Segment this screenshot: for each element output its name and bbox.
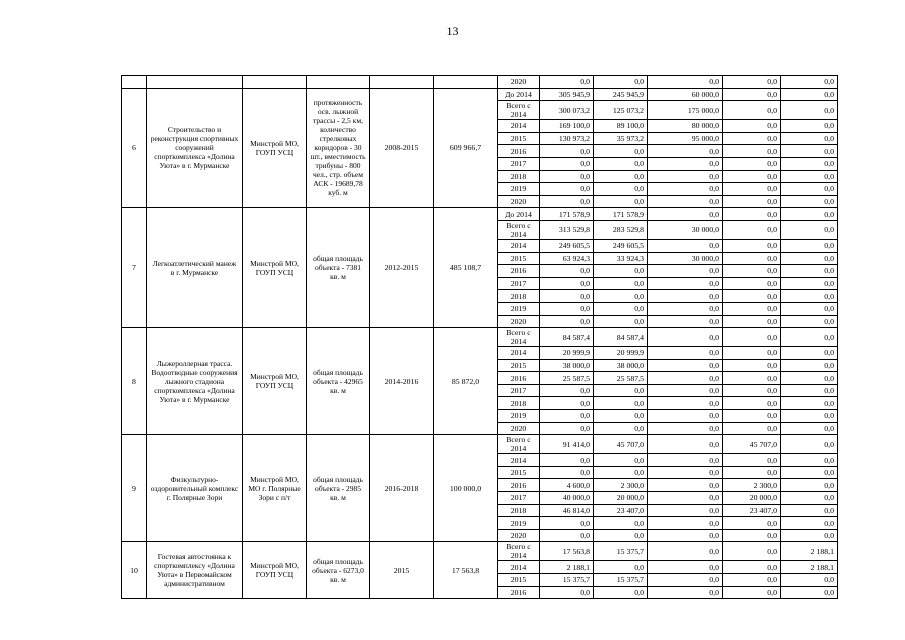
value-cell: 300 073,2 bbox=[540, 101, 594, 120]
project-number: 8 bbox=[122, 328, 147, 435]
project-name: Гостевая автостоянка к спорткомплексу «Долина Уюта» в Первомайском административном bbox=[147, 542, 243, 599]
value-cell: 15 375,7 bbox=[594, 574, 648, 587]
value-cell: 0,0 bbox=[781, 372, 838, 385]
value-cell: 0,0 bbox=[648, 384, 723, 397]
value-cell: 17 563,8 bbox=[540, 542, 594, 561]
value-cell: 0,0 bbox=[781, 517, 838, 530]
value-cell: 0,0 bbox=[781, 220, 838, 239]
year-cell: 2014 bbox=[498, 347, 540, 360]
value-cell: 0,0 bbox=[540, 315, 594, 328]
value-cell: 0,0 bbox=[781, 290, 838, 303]
value-cell: 0,0 bbox=[723, 239, 781, 252]
value-cell: 91 414,0 bbox=[540, 435, 594, 454]
value-cell: 0,0 bbox=[648, 542, 723, 561]
value-cell: 0,0 bbox=[648, 574, 723, 587]
value-cell: 2 300,0 bbox=[594, 479, 648, 492]
value-cell: 0,0 bbox=[540, 410, 594, 423]
value-cell: 0,0 bbox=[723, 315, 781, 328]
value-cell: 0,0 bbox=[781, 410, 838, 423]
project-period: 2008-2015 bbox=[370, 88, 434, 208]
year-cell: Всего с 2014 bbox=[498, 101, 540, 120]
value-cell: 80 000,0 bbox=[648, 120, 723, 133]
year-cell: Всего с 2014 bbox=[498, 328, 540, 347]
value-cell: 0,0 bbox=[781, 120, 838, 133]
year-cell: 2020 bbox=[498, 529, 540, 542]
value-cell: 0,0 bbox=[723, 183, 781, 196]
value-cell: 84 587,4 bbox=[594, 328, 648, 347]
value-cell: 23 407,0 bbox=[594, 504, 648, 517]
value-cell: 0,0 bbox=[594, 170, 648, 183]
year-cell: 2017 bbox=[498, 492, 540, 505]
value-cell: 0,0 bbox=[781, 422, 838, 435]
value-cell: 0,0 bbox=[648, 315, 723, 328]
value-cell: 20 000,0 bbox=[723, 492, 781, 505]
value-cell: 4 600,0 bbox=[540, 479, 594, 492]
project-total: 100 000,0 bbox=[434, 435, 498, 542]
value-cell: 89 100,0 bbox=[594, 120, 648, 133]
project-period: 2014-2016 bbox=[370, 328, 434, 435]
value-cell: 0,0 bbox=[648, 492, 723, 505]
project-executor: Минстрой МО, ГОУП УСЦ bbox=[243, 208, 307, 328]
year-cell: 2016 bbox=[498, 145, 540, 158]
value-cell: 0,0 bbox=[594, 466, 648, 479]
project-number: 10 bbox=[122, 542, 147, 599]
value-cell: 0,0 bbox=[594, 454, 648, 467]
project-executor: Минстрой МО, ГОУП УСЦ bbox=[243, 328, 307, 435]
year-cell: 2016 bbox=[498, 265, 540, 278]
value-cell: 25 587,5 bbox=[540, 372, 594, 385]
value-cell: 0,0 bbox=[781, 315, 838, 328]
value-cell: 0,0 bbox=[781, 466, 838, 479]
value-cell: 0,0 bbox=[723, 157, 781, 170]
value-cell: 0,0 bbox=[648, 183, 723, 196]
value-cell: 60 000,0 bbox=[648, 88, 723, 101]
value-cell: 0,0 bbox=[540, 397, 594, 410]
budget-table bbox=[121, 75, 838, 599]
table-row bbox=[122, 542, 838, 561]
value-cell: 0,0 bbox=[781, 265, 838, 278]
value-cell: 45 707,0 bbox=[594, 435, 648, 454]
value-cell: 2 300,0 bbox=[723, 479, 781, 492]
value-cell: 0,0 bbox=[723, 195, 781, 208]
value-cell: 0,0 bbox=[594, 422, 648, 435]
value-cell: 0,0 bbox=[723, 397, 781, 410]
value-cell: 0,0 bbox=[594, 183, 648, 196]
project-indicator: общая площадь объекта - 2985 кв. м bbox=[307, 435, 370, 542]
value-cell: 0,0 bbox=[648, 410, 723, 423]
value-cell: 15 375,7 bbox=[540, 574, 594, 587]
value-cell: 0,0 bbox=[648, 265, 723, 278]
value-cell: 30 000,0 bbox=[648, 220, 723, 239]
value-cell: 283 529,8 bbox=[594, 220, 648, 239]
value-cell: 0,0 bbox=[648, 302, 723, 315]
year-cell: 2014 bbox=[498, 120, 540, 133]
year-cell: 2014 bbox=[498, 239, 540, 252]
value-cell: 0,0 bbox=[723, 170, 781, 183]
value-cell: 0,0 bbox=[648, 561, 723, 574]
value-cell: 0,0 bbox=[723, 359, 781, 372]
value-cell: 0,0 bbox=[723, 265, 781, 278]
value-cell: 0,0 bbox=[648, 157, 723, 170]
value-cell: 0,0 bbox=[540, 454, 594, 467]
value-cell: 305 945,9 bbox=[540, 88, 594, 101]
value-cell: 38 000,0 bbox=[540, 359, 594, 372]
value-cell: 0,0 bbox=[723, 384, 781, 397]
value-cell: 45 707,0 bbox=[723, 435, 781, 454]
year-cell: До 2014 bbox=[498, 88, 540, 101]
value-cell: 0,0 bbox=[781, 384, 838, 397]
value-cell: 0,0 bbox=[648, 466, 723, 479]
project-total: 85 872,0 bbox=[434, 328, 498, 435]
value-cell: 0,0 bbox=[540, 384, 594, 397]
value-cell: 0,0 bbox=[648, 397, 723, 410]
value-cell: 30 000,0 bbox=[648, 252, 723, 265]
value-cell: 0,0 bbox=[723, 132, 781, 145]
project-number: 7 bbox=[122, 208, 147, 328]
value-cell: 0,0 bbox=[648, 290, 723, 303]
value-cell: 0,0 bbox=[781, 435, 838, 454]
project-total: 17 563,8 bbox=[434, 542, 498, 599]
year-cell: 2019 bbox=[498, 410, 540, 423]
value-cell: 0,0 bbox=[648, 435, 723, 454]
project-indicator: общая площадь объекта - 42965 кв. м bbox=[307, 328, 370, 435]
project-total: 485 108,7 bbox=[434, 208, 498, 328]
value-cell: 0,0 bbox=[781, 252, 838, 265]
value-cell: 84 587,4 bbox=[540, 328, 594, 347]
year-cell: 2014 bbox=[498, 561, 540, 574]
value-cell: 0,0 bbox=[781, 328, 838, 347]
value-cell: 0,0 bbox=[723, 76, 781, 89]
project-period: 2015 bbox=[370, 542, 434, 599]
value-cell: 35 973,2 bbox=[594, 132, 648, 145]
value-cell: 0,0 bbox=[723, 277, 781, 290]
value-cell: 0,0 bbox=[648, 372, 723, 385]
value-cell: 15 375,7 bbox=[594, 542, 648, 561]
value-cell: 0,0 bbox=[540, 529, 594, 542]
project-indicator: общая площадь объекта - 7381 кв. м bbox=[307, 208, 370, 328]
value-cell: 0,0 bbox=[594, 145, 648, 158]
value-cell: 0,0 bbox=[648, 517, 723, 530]
value-cell: 0,0 bbox=[781, 170, 838, 183]
year-cell: 2014 bbox=[498, 454, 540, 467]
value-cell: 0,0 bbox=[540, 145, 594, 158]
table-row bbox=[122, 76, 838, 89]
value-cell: 0,0 bbox=[594, 195, 648, 208]
year-cell: Всего с 2014 bbox=[498, 435, 540, 454]
value-cell: 0,0 bbox=[781, 504, 838, 517]
value-cell: 0,0 bbox=[723, 120, 781, 133]
value-cell: 0,0 bbox=[648, 504, 723, 517]
value-cell: 0,0 bbox=[781, 208, 838, 221]
value-cell: 2 188,1 bbox=[781, 561, 838, 574]
value-cell: 0,0 bbox=[781, 397, 838, 410]
value-cell: 0,0 bbox=[723, 145, 781, 158]
project-name: Легкоатлетический манеж в г. Мурманске bbox=[147, 208, 243, 328]
value-cell: 171 578,9 bbox=[594, 208, 648, 221]
year-cell: 2019 bbox=[498, 302, 540, 315]
value-cell: 0,0 bbox=[781, 347, 838, 360]
value-cell: 0,0 bbox=[540, 195, 594, 208]
value-cell: 0,0 bbox=[781, 239, 838, 252]
value-cell: 0,0 bbox=[781, 76, 838, 89]
project-number: 9 bbox=[122, 435, 147, 542]
value-cell: 0,0 bbox=[648, 454, 723, 467]
value-cell: 0,0 bbox=[723, 372, 781, 385]
value-cell: 0,0 bbox=[540, 157, 594, 170]
project-name: Физкультурно-оздоровительный комплекс г. Полярные Зори bbox=[147, 435, 243, 542]
value-cell: 125 073,2 bbox=[594, 101, 648, 120]
value-cell: 0,0 bbox=[723, 328, 781, 347]
value-cell: 0,0 bbox=[723, 290, 781, 303]
value-cell: 0,0 bbox=[781, 195, 838, 208]
year-cell: 2020 bbox=[498, 315, 540, 328]
value-cell: 0,0 bbox=[540, 302, 594, 315]
value-cell: 0,0 bbox=[781, 88, 838, 101]
value-cell: 0,0 bbox=[781, 183, 838, 196]
value-cell: 0,0 bbox=[723, 454, 781, 467]
value-cell: 0,0 bbox=[540, 76, 594, 89]
value-cell: 0,0 bbox=[723, 574, 781, 587]
year-cell: 2016 bbox=[498, 479, 540, 492]
year-cell: До 2014 bbox=[498, 208, 540, 221]
value-cell: 0,0 bbox=[723, 529, 781, 542]
table-row bbox=[122, 208, 838, 221]
project-period: 2016-2018 bbox=[370, 435, 434, 542]
value-cell: 0,0 bbox=[781, 302, 838, 315]
value-cell: 23 407,0 bbox=[723, 504, 781, 517]
value-cell: 171 578,9 bbox=[540, 208, 594, 221]
value-cell: 0,0 bbox=[648, 277, 723, 290]
value-cell: 0,0 bbox=[723, 252, 781, 265]
value-cell: 0,0 bbox=[723, 347, 781, 360]
value-cell: 0,0 bbox=[594, 410, 648, 423]
value-cell: 46 814,0 bbox=[540, 504, 594, 517]
value-cell: 0,0 bbox=[648, 195, 723, 208]
value-cell: 0,0 bbox=[781, 574, 838, 587]
value-cell: 0,0 bbox=[594, 384, 648, 397]
value-cell: 0,0 bbox=[594, 290, 648, 303]
value-cell: 0,0 bbox=[723, 101, 781, 120]
year-cell: Всего с 2014 bbox=[498, 542, 540, 561]
year-cell: 2020 bbox=[498, 422, 540, 435]
value-cell: 0,0 bbox=[648, 529, 723, 542]
project-executor: Минстрой МО, ГОУП УСЦ bbox=[243, 88, 307, 208]
table-row bbox=[122, 435, 838, 454]
year-cell: Всего с 2014 bbox=[498, 220, 540, 239]
value-cell: 0,0 bbox=[723, 220, 781, 239]
value-cell: 0,0 bbox=[594, 397, 648, 410]
year-cell: 2015 bbox=[498, 466, 540, 479]
project-number: 6 bbox=[122, 88, 147, 208]
project-executor: Минстрой МО, ГОУП УСЦ bbox=[243, 542, 307, 599]
value-cell: 0,0 bbox=[594, 265, 648, 278]
year-cell: 2018 bbox=[498, 397, 540, 410]
value-cell: 0,0 bbox=[781, 359, 838, 372]
value-cell: 0,0 bbox=[723, 88, 781, 101]
value-cell: 313 529,8 bbox=[540, 220, 594, 239]
value-cell: 0,0 bbox=[723, 561, 781, 574]
value-cell: 0,0 bbox=[594, 302, 648, 315]
value-cell: 38 000,0 bbox=[594, 359, 648, 372]
value-cell: 20 000,0 bbox=[594, 492, 648, 505]
value-cell: 0,0 bbox=[781, 132, 838, 145]
value-cell: 0,0 bbox=[781, 529, 838, 542]
value-cell: 0,0 bbox=[648, 208, 723, 221]
value-cell: 0,0 bbox=[648, 170, 723, 183]
value-cell: 0,0 bbox=[594, 586, 648, 599]
project-indicator: протяженность осв. лыжной трассы - 2,5 км, количество стрелковых коридоров - 30 шт., вместимость трибуны - 800 чел., стр. объем АСК - 19689,78 куб. м bbox=[307, 88, 370, 208]
value-cell: 0,0 bbox=[594, 315, 648, 328]
value-cell: 0,0 bbox=[540, 183, 594, 196]
value-cell: 0,0 bbox=[540, 466, 594, 479]
value-cell: 0,0 bbox=[540, 265, 594, 278]
value-cell: 0,0 bbox=[648, 422, 723, 435]
project-name: Лыжероллерная трасса. Водоотводные сооружения лыжного стадиона спорткомплекса «Долина Уюта» в г. Мурманске bbox=[147, 328, 243, 435]
value-cell: 0,0 bbox=[723, 410, 781, 423]
year-cell: 2015 bbox=[498, 252, 540, 265]
value-cell: 0,0 bbox=[594, 277, 648, 290]
value-cell: 130 973,2 bbox=[540, 132, 594, 145]
year-cell: 2018 bbox=[498, 170, 540, 183]
value-cell: 0,0 bbox=[781, 454, 838, 467]
value-cell: 0,0 bbox=[594, 561, 648, 574]
value-cell: 0,0 bbox=[781, 101, 838, 120]
year-cell: 2017 bbox=[498, 384, 540, 397]
year-cell: 2018 bbox=[498, 290, 540, 303]
value-cell: 20 999,9 bbox=[594, 347, 648, 360]
value-cell: 0,0 bbox=[781, 157, 838, 170]
value-cell: 0,0 bbox=[723, 208, 781, 221]
value-cell: 0,0 bbox=[781, 479, 838, 492]
value-cell: 33 924,3 bbox=[594, 252, 648, 265]
value-cell: 0,0 bbox=[648, 145, 723, 158]
value-cell: 0,0 bbox=[781, 145, 838, 158]
value-cell: 249 605,5 bbox=[594, 239, 648, 252]
project-name: Строительство и реконструкция спортивных сооружений спорткомплекса «Долина Уюта» в г. Мурманске bbox=[147, 88, 243, 208]
year-cell: 2017 bbox=[498, 277, 540, 290]
value-cell: 0,0 bbox=[648, 328, 723, 347]
value-cell: 0,0 bbox=[594, 517, 648, 530]
page-number: 13 bbox=[446, 24, 459, 38]
value-cell: 0,0 bbox=[540, 277, 594, 290]
value-cell: 0,0 bbox=[648, 479, 723, 492]
value-cell: 63 924,3 bbox=[540, 252, 594, 265]
value-cell: 249 605,5 bbox=[540, 239, 594, 252]
project-executor: Минстрой МО, МО г. Полярные Зори с п/т bbox=[243, 435, 307, 542]
value-cell: 0,0 bbox=[594, 157, 648, 170]
year-cell: 2020 bbox=[498, 76, 540, 89]
value-cell: 0,0 bbox=[723, 586, 781, 599]
value-cell: 0,0 bbox=[648, 586, 723, 599]
value-cell: 25 587,5 bbox=[594, 372, 648, 385]
value-cell: 0,0 bbox=[723, 517, 781, 530]
value-cell: 0,0 bbox=[781, 492, 838, 505]
year-cell: 2017 bbox=[498, 157, 540, 170]
value-cell: 40 000,0 bbox=[540, 492, 594, 505]
year-cell: 2015 bbox=[498, 132, 540, 145]
value-cell: 0,0 bbox=[540, 170, 594, 183]
value-cell: 0,0 bbox=[781, 277, 838, 290]
value-cell: 0,0 bbox=[594, 529, 648, 542]
year-cell: 2019 bbox=[498, 517, 540, 530]
table-row bbox=[122, 328, 838, 347]
value-cell: 0,0 bbox=[723, 302, 781, 315]
value-cell: 0,0 bbox=[648, 359, 723, 372]
value-cell: 0,0 bbox=[781, 586, 838, 599]
year-cell: 2016 bbox=[498, 372, 540, 385]
year-cell: 2018 bbox=[498, 504, 540, 517]
value-cell: 0,0 bbox=[540, 586, 594, 599]
value-cell: 0,0 bbox=[723, 466, 781, 479]
value-cell: 0,0 bbox=[540, 290, 594, 303]
year-cell: 2020 bbox=[498, 195, 540, 208]
value-cell: 2 188,1 bbox=[781, 542, 838, 561]
value-cell: 245 945,9 bbox=[594, 88, 648, 101]
year-cell: 2019 bbox=[498, 183, 540, 196]
project-indicator: общая площадь объекта - 6273,0 кв. м bbox=[307, 542, 370, 599]
project-period: 2012-2015 bbox=[370, 208, 434, 328]
value-cell: 0,0 bbox=[723, 422, 781, 435]
year-cell: 2015 bbox=[498, 574, 540, 587]
value-cell: 0,0 bbox=[648, 76, 723, 89]
value-cell: 0,0 bbox=[594, 76, 648, 89]
value-cell: 0,0 bbox=[540, 422, 594, 435]
value-cell: 95 000,0 bbox=[648, 132, 723, 145]
value-cell: 2 188,1 bbox=[540, 561, 594, 574]
value-cell: 175 000,0 bbox=[648, 101, 723, 120]
year-cell: 2015 bbox=[498, 359, 540, 372]
value-cell: 169 100,0 bbox=[540, 120, 594, 133]
value-cell: 20 999,9 bbox=[540, 347, 594, 360]
value-cell: 0,0 bbox=[723, 542, 781, 561]
value-cell: 0,0 bbox=[648, 347, 723, 360]
table-row bbox=[122, 88, 838, 101]
project-total: 609 966,7 bbox=[434, 88, 498, 208]
value-cell: 0,0 bbox=[648, 239, 723, 252]
year-cell: 2016 bbox=[498, 586, 540, 599]
value-cell: 0,0 bbox=[540, 517, 594, 530]
